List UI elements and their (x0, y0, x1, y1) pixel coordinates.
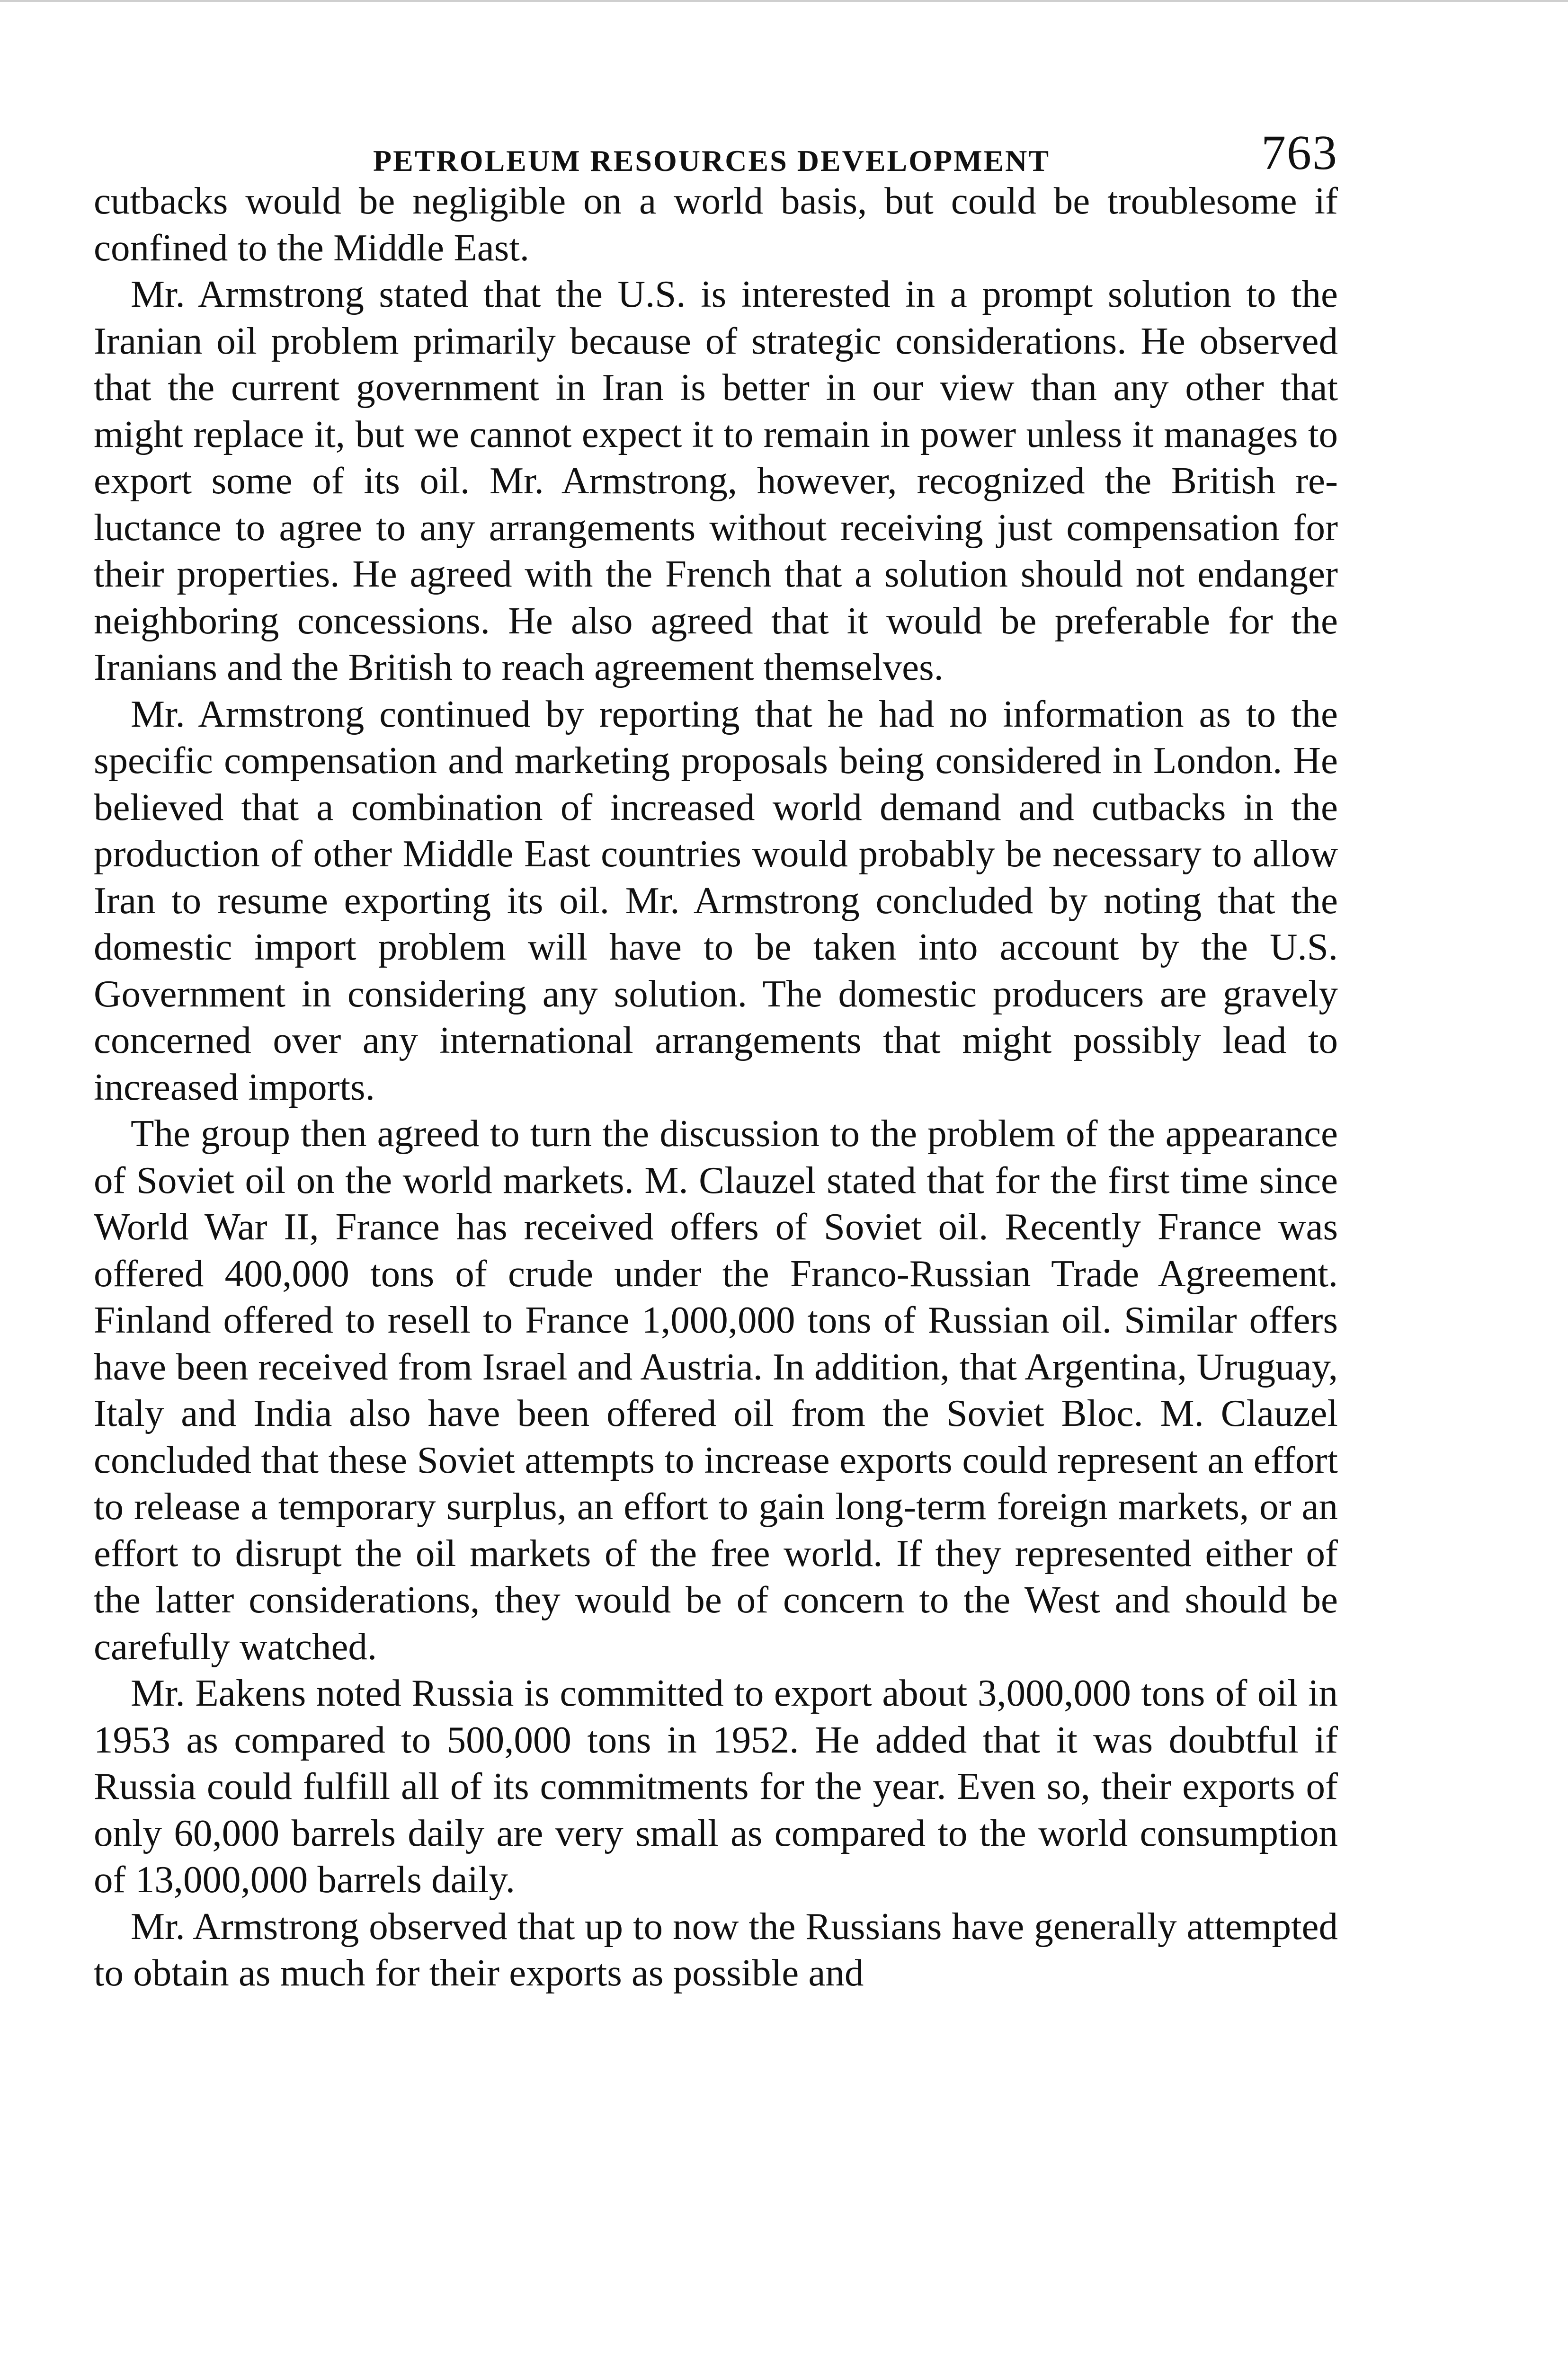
paragraph-soviet-oil: The group then agreed to turn the discussion to the problem of the appearance of Soviet oil on the world markets. M. Clauzel stated that for the first time since World War II, France has received offers of Soviet oil. Recently France was offered 400,000 tons of crude under the Franco-Russian Trade Agreement. Finland offered to resell to France 1,000,000 tons of Russian oil. Similar offers have been received from Israel and Austria. In addition, that Argentina, Uruguay, Italy and India also have been offered oil from the Soviet Bloc. M. Clauzel concluded that these Soviet attempts to increase exports could represent an effort to release a temporary surplus, an effort to gain long-term foreign markets, or an effort to disrupt the oil markets of the free world. If they represented either of the latter considerations, they would be of concern to the West and should be carefully watched. (94, 1112, 1338, 1668)
paragraph-iran-strategic: Mr. Armstrong stated that the U.S. is interested in a prompt solution to the Iranian oil problem primarily because of strategic considerations. He observed that the current government in Iran is better in our view than any other that might replace it, but we cannot expect it to remain in power unless it manages to export some of its oil. Mr. Armstrong, however, recognized the British reluctance to agree to any arrangements without receiving just compensation for their properties. He agreed with the French that a solution should not endanger neighboring concessions. He also agreed that it would be preferable for the Iranians and the British to reach agreement themselves. (94, 273, 1338, 688)
paragraph-russian-exports: Mr. Eakens noted Russia is committed to export about 3,000,000 tons of oil in 1953 as compared to 500,000 tons in 1952. He added that it was doubtful if Russia could fulfill all of its commitments for the year. Even so, their exports of only 60,000 barrels daily are very small as compared to the world consumption of 13,000,000 barrels daily. (94, 1672, 1338, 1901)
body-text (94, 178, 1338, 1996)
document-page (94, 121, 1338, 1996)
running-head-title: PETROLEUM RESOURCES DEVELOPMENT (373, 144, 1051, 178)
page-number: 763 (1261, 125, 1338, 180)
paragraph-compensation-proposals: Mr. Armstrong continued by reporting that he had no information as to the specific compensation and marketing proposals being considered in London. He believed that a combination of increased world demand and cutbacks in the production of other Middle East countries would probably be necessary to allow Iran to resume exporting its oil. Mr. Armstrong concluded by noting that the domestic import problem will have to be taken into account by the U.S. Government in considering any solution. The domestic producers are gravely concerned over any international arrangements that might possibly lead to increased imports. (94, 692, 1338, 1108)
page-top-edge (0, 0, 1568, 2)
running-head (94, 121, 1338, 178)
paragraph-continued: cutbacks would be negligible on a world basis, but could be troublesome if confined to the Middle East. (94, 179, 1338, 269)
paragraph-russian-pricing: Mr. Armstrong observed that up to now the Russians have generally attempted to obtain as much for their exports as possible and (94, 1904, 1338, 1994)
